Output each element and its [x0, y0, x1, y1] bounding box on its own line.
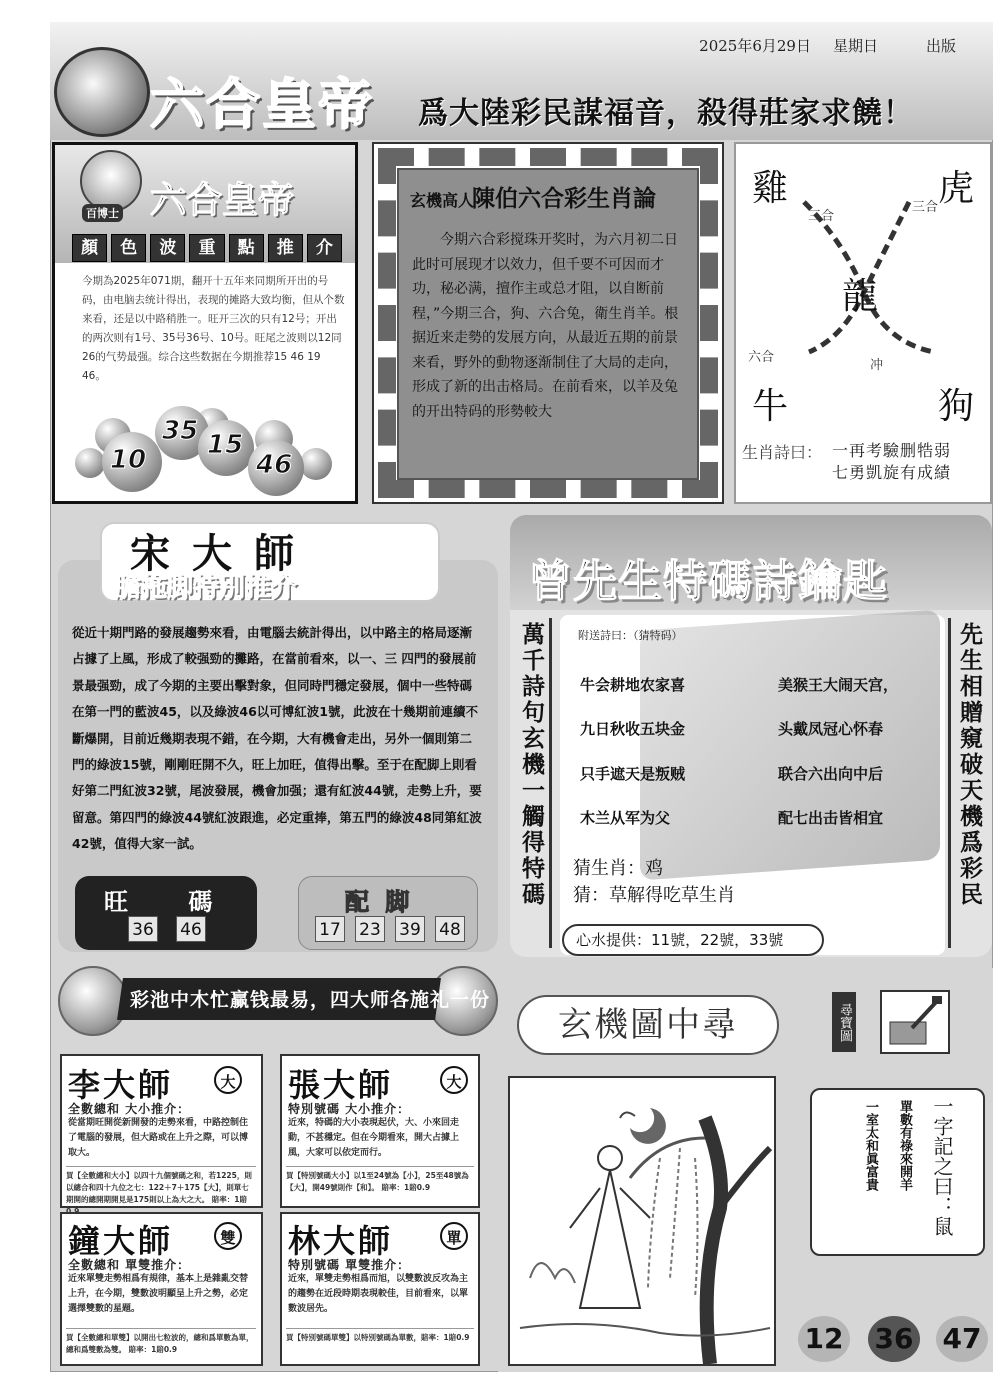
scholar-under-willow-illustration: [508, 1076, 776, 1366]
poem-label: 附送詩曰：（猜特码）: [578, 629, 683, 642]
master-sub: 特別號碼 大小推介：: [288, 1102, 411, 1116]
result-ball: 47: [936, 1316, 988, 1362]
gift-banner-text: 彩池中木忙赢钱最易，四大师各施礼一份: [130, 989, 491, 1011]
poem-line: 九日秋收五块金: [580, 720, 686, 738]
tip-numbers: 心水提供：11號，22號，33號: [562, 924, 824, 956]
guess-hint: 猜：草解得吃草生肖: [573, 885, 735, 906]
master-name: 鐘大師: [68, 1222, 174, 1260]
zodiac-chicken: 雞: [752, 168, 789, 209]
hot-number: 46: [176, 916, 206, 942]
zodiac-poem-label: 生肖詩曰：: [742, 443, 823, 462]
zodiac-poem-line: 七勇凱旋有成績: [832, 463, 952, 482]
mascot-badge: 百博士: [82, 204, 123, 222]
hot-numbers-label: 旺 碼: [104, 888, 239, 916]
treasure-digging-icon: [880, 990, 950, 1054]
zodiac-dragon: 龍: [842, 276, 879, 317]
decor-ball: [75, 448, 105, 478]
master-sub: 全數總和 單雙推介：: [68, 1258, 191, 1272]
box2-title: 陳伯六合彩生肖論: [472, 186, 656, 212]
hot-number: 36: [128, 916, 158, 942]
dollar-emperor-logo-icon: [54, 47, 150, 137]
lotto-ball-number: 15: [207, 430, 244, 460]
scroll-line: 單數有祿來開羊: [897, 1100, 912, 1191]
poem-line: 木兰从军为父: [580, 809, 671, 827]
master-name: 李大師: [68, 1066, 174, 1104]
zodiac-tiger: 虎: [938, 168, 975, 209]
master-body: 近來，單雙走勢相爲而旭，以雙數波反攻為主的趨勢在近段時期表現較佳，目前看來，以單數波居先。: [288, 1274, 469, 1314]
song-master-title: 宋大師: [130, 531, 316, 577]
date-text: 2025年6月29日: [699, 37, 811, 55]
guess-zodiac: 猜生肖：鸡: [573, 858, 663, 879]
puzzle-title: 玄機圖中尋: [517, 995, 779, 1055]
relation-liuhe: 六合: [748, 350, 775, 365]
subtitle-char: 波: [150, 234, 185, 262]
box1-article: 今期為2025年071期，翻开十五年来同期所开出的号码，由电脑去统计得出，表现的摊路大致均衡，但从个数来看，还是以中路稍胜一。旺开三次的只有12号；开出的两次则有1号、35号36号、10号。旺尾之波则以12同26的气势最强。综合这些数据在今期推荐15 46 19 46。: [82, 275, 345, 382]
poem-line: 头戴凤冠心怀春: [778, 720, 884, 738]
poem-line: 只手遮天是叛贼: [580, 765, 686, 783]
scroll-line: 一室太和眞富貴: [863, 1100, 878, 1191]
willow-scholar-drawing: [510, 1078, 774, 1364]
master-tag: 雙: [214, 1222, 242, 1250]
decor-ball: [300, 448, 332, 480]
subtitle-char: 色: [111, 234, 146, 262]
divider: [948, 618, 951, 948]
poem-line: 美猴王大闹天宫，: [778, 676, 899, 694]
zodiac-ox: 牛: [752, 386, 789, 427]
publish-text: 出版: [925, 37, 956, 55]
lotto-ball-number: 35: [162, 416, 199, 446]
master-foot: 買【特別號碼大小】以1至24號為【小】，25至48號為【大】，開49號則作【和】。 賠率：1賠0.9: [286, 1166, 474, 1194]
zodiac-poem-line: 一再考驗删牿弱: [832, 441, 952, 460]
lotto-ball-number: 46: [256, 450, 293, 480]
masthead-slogan: 爲大陸彩民謀福音，殺得莊家求饒！: [418, 96, 914, 131]
box2-article: 今期六合彩搅珠开奖时，为六月初二日此时可展现才以效力，但千要不可因而才功，秘必满，擅作主或总才阻，以自断前程，”今期三合，狗、六合兔，衛生肖羊。根据近来走勢的发展方向，从最近五期的前景来看，野外的動物逐渐制住了大局的走向，形成了新的出击格局。在前看來，以羊及兔的开出特码的形勢較大: [412, 232, 679, 420]
treasure-map-label: 尋寶圖: [832, 992, 856, 1052]
zodiac-dog: 狗: [938, 386, 975, 427]
poem-line: 联合六出向中后: [778, 765, 884, 783]
subtitle-char: 重: [189, 234, 224, 262]
song-master-subtitle: 膽拖脚特別推介: [115, 573, 298, 603]
coin-left-icon: [58, 966, 128, 1036]
subtitle-char: 介: [307, 234, 342, 262]
relation-sanhe-right: 三合: [912, 200, 939, 215]
divider: [549, 618, 552, 948]
zodiac-poem: [832, 440, 951, 484]
subtitle-char: 點: [229, 234, 264, 262]
master-sub: 特別號碼 單雙推介：: [288, 1258, 411, 1272]
master-name: 林大師: [288, 1222, 394, 1260]
weekday-text: 星期日: [832, 37, 878, 55]
support-number: 39: [395, 916, 425, 942]
banknote-illustration: [640, 610, 940, 881]
box1-title: 六合皇帝: [150, 180, 295, 221]
subtitle-char: 顏: [72, 234, 107, 262]
master-foot: 買【全數總和單雙】以開出七粒波的，總和爲單數為單，總和爲雙數為雙。 賠率：1賠0.9: [66, 1328, 256, 1356]
support-number: 48: [435, 916, 465, 942]
issue-date: [699, 35, 956, 56]
mascot-icon: [80, 150, 142, 212]
support-number: 17: [315, 916, 345, 942]
master-tag: 大: [214, 1066, 242, 1094]
scroll-hint: 一字記之曰：鼠: [930, 1096, 954, 1236]
box1-subtitle: [72, 234, 342, 262]
zeng-right-vertical: 先生相贈窺破天機爲彩民: [956, 622, 982, 908]
song-master-article: 從近十期門路的發展趨勢來看，由電腦去統計得出，以中路主的格局逐漸占據了上風，形成了較强勁的攤路，在當前看來，以一、三 四門的發展前景最强勁，成了今期的主要出擊對象，但同時門穩定發展，個中一些特碼在第一門的藍波45，以及綠波46以可博紅波1號，此波在十幾期前連續不斷爆開，目前近幾期表現不錯，在今期，大有機會走出，另外一個則第二門的綠波15號，剛剛旺開不久，旺上加旺，值得出擊。至于在配脚上則看好第二門紅波32號，尾波發展，機會加强；還有紅波44號，走勢上升，要留意。第四門的綠波44號紅波跟進，必定重捧，第五門的綠波48同第紅波42號，值得大家一試。: [72, 625, 482, 852]
box2-title-prefix: 玄機高人: [410, 191, 475, 210]
master-foot: 買【特別號碼單雙】以特別號碼為單數，賠率：1賠0.9: [286, 1328, 474, 1344]
relation-sanhe-left: 三合: [808, 209, 835, 224]
masthead-title: 六合皇帝: [150, 73, 374, 136]
master-body: 近來單雙走勢相爲有規律，基本上是雜亂交替上升，在今期，雙數波明顯呈上升之勢，必定選擇雙數的星題。: [68, 1274, 249, 1314]
poem-line: 牛会耕地农家喜: [580, 676, 686, 694]
poem-line: 配七出击皆相宜: [778, 809, 884, 827]
lotto-ball-number: 10: [110, 445, 147, 475]
subtitle-char: 推: [268, 234, 303, 262]
zeng-poem-title: 曾先生特碼詩鑰匙: [528, 556, 888, 607]
master-tag: 大: [440, 1066, 468, 1094]
zeng-left-vertical: 萬千詩句玄機一觸得特碼: [518, 622, 544, 908]
support-numbers-label: 配 脚: [345, 888, 414, 916]
master-body: 近來，特碼的大小表現起伏，大、小來回走動，不甚穩定。但在今期看來，開大占據上風，大家可以依定而行。: [288, 1118, 460, 1158]
result-ball: 12: [798, 1316, 850, 1362]
master-body: 從當期旺開從新開發的走勢來看，中路控制住了電腦的發展，但大路或在上升之際，可以博取大。: [68, 1118, 249, 1158]
master-name: 張大師: [288, 1066, 394, 1104]
poem-guess: [573, 855, 735, 909]
result-ball: 36: [868, 1316, 920, 1362]
master-tag: 單: [440, 1222, 468, 1250]
relation-chong: 冲: [870, 358, 884, 373]
master-sub: 全數總和 大小推介：: [68, 1102, 191, 1116]
support-number: 23: [355, 916, 385, 942]
master-foot: 買【全數總和大小】以四十九個號碼之和，若1225，則以總合和四十九位之七：122＋7＋175【大】，則單七期開的總開期開見是175則以上為大之大。 賠率：1賠: [66, 1166, 256, 1218]
shovel-icon: [882, 992, 948, 1052]
